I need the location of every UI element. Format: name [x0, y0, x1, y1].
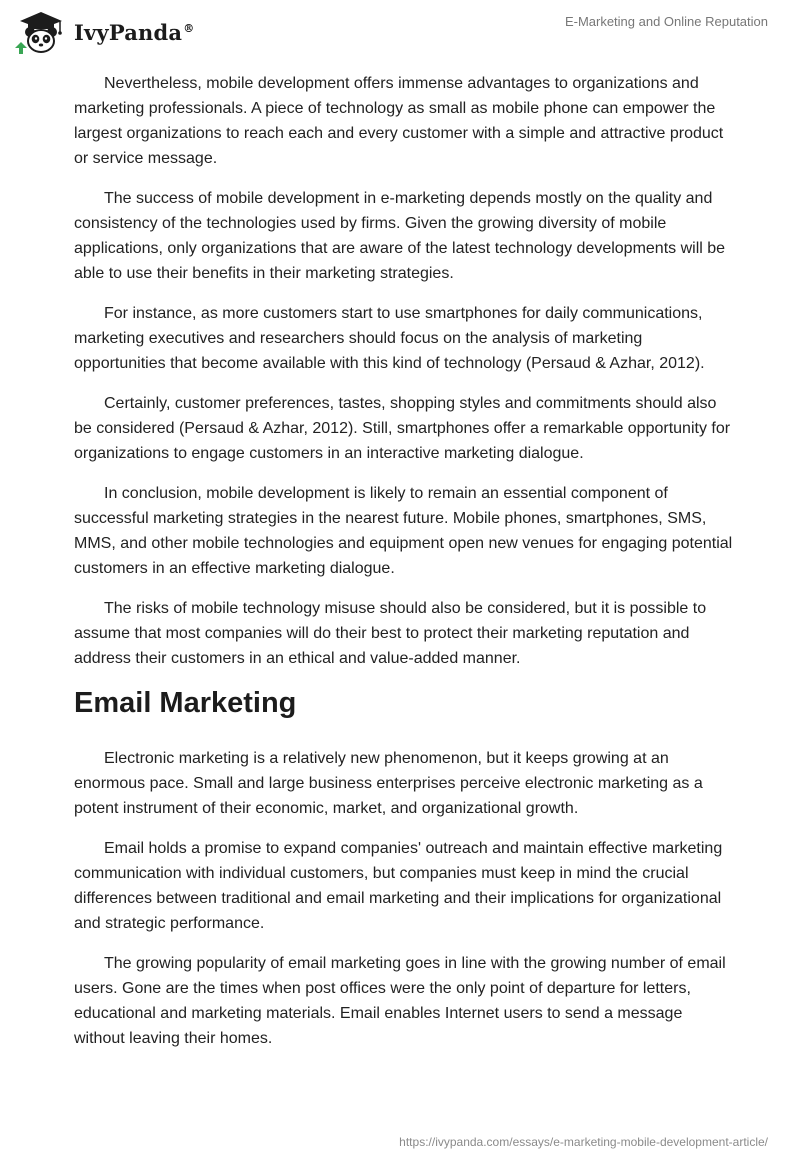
paragraph: Nevertheless, mobile development offers immense advantages to organizations and marketing professionals. A piece of technology as small as mobile phone can empower the largest organizations to reach each and every customer with a simple and attractive product or service message.	[74, 75, 724, 167]
source-url-link[interactable]: https://ivypanda.com/essays/e-marketing-mobile-development-article/	[399, 1135, 768, 1149]
registered-mark: ®	[183, 21, 195, 35]
paragraph: Email holds a promise to expand companies' outreach and maintain effective marketing communication with individual customers, but companies must keep in mind the crucial differences between traditional and email marketing and their implications for organizational and strategic performance.	[74, 840, 723, 932]
document-title: E-Marketing and Online Reputation	[564, 14, 768, 29]
paragraph: The success of mobile development in e-marketing depends mostly on the quality and consistency of the technologies used by firms. Given the growing diversity of mobile applications, only organizations that are aware of the latest technology developments will be able to use their benefits in their marketing strategies.	[74, 190, 726, 282]
paragraph: Electronic marketing is a relatively new phenomenon, but it keeps growing at an enormous pace. Small and large business enterprises perceive electronic marketing as a potent instrument of their economic, market, and organizational growth.	[74, 750, 703, 817]
paragraph: For instance, as more customers start to use smartphones for daily communications, marketing executives and researchers should focus on the analysis of marketing opportunities that become available with this kind of technology (Persaud & Azhar, 2012).	[74, 305, 705, 372]
paragraph: In conclusion, mobile development is likely to remain an essential component of successful marketing strategies in the nearest future. Mobile phones, smartphones, SMS, MMS, and other mobile technologies and equipment open new venues for engaging potential customers in an effective marketing dialogue.	[74, 485, 733, 577]
paragraph: The growing popularity of email marketing goes in line with the growing number of email users. Gone are the times when post offices were the only point of departure for letters, educational and marketing materials. Email enables Internet users to send a message without leaving their homes.	[74, 955, 726, 1047]
brand-logo[interactable]	[14, 8, 194, 56]
paragraph: Certainly, customer preferences, tastes, shopping styles and commitments should also be considered (Persaud & Azhar, 2012). Still, smartphones offer a remarkable opportunity for organizations to engage customers in an interactive marketing dialogue.	[74, 395, 731, 462]
paragraph: The risks of mobile technology misuse should also be considered, but it is possible to assume that most companies will do their best to protect their marketing reputation and address their customers in an ethical and value-added manner.	[74, 600, 707, 667]
section-heading: Email Marketing	[74, 687, 297, 719]
brand-name: IvyPanda®	[74, 19, 195, 45]
article-content	[74, 71, 734, 1066]
panda-graduate-icon	[14, 8, 66, 56]
